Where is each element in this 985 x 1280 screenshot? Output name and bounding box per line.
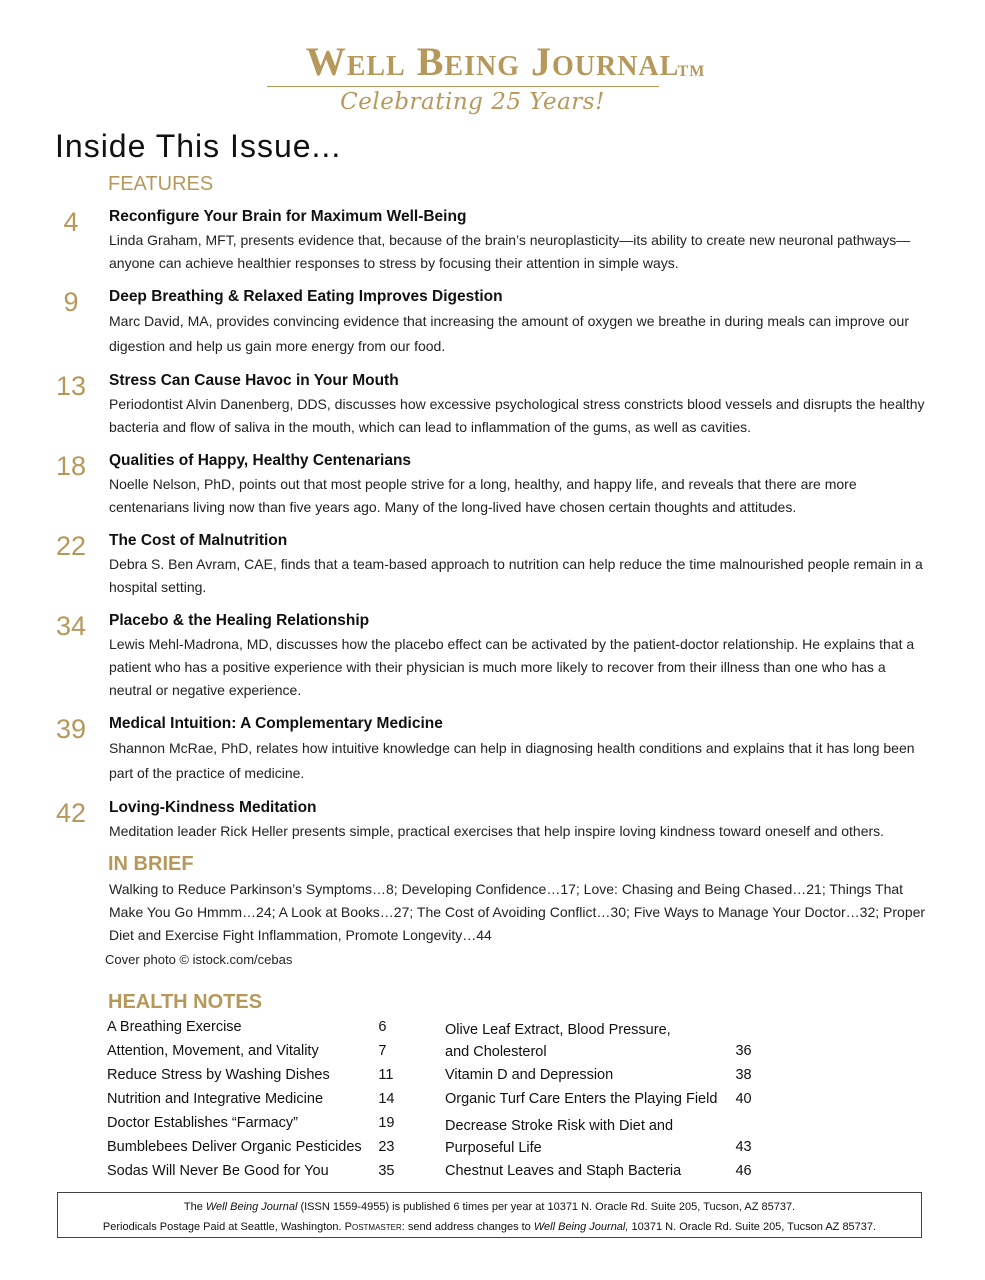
journal-title: Well Being Journal: [305, 39, 680, 84]
footer-text: : send address changes to: [401, 1221, 534, 1233]
health-note-item[interactable]: [107, 1087, 407, 1111]
feature-description: Shannon McRae, PhD, relates how intuitive knowledge can help in diagnosing health conditions and explains that it has long been part of the practice of medicine.: [109, 740, 915, 781]
feature-item[interactable]: [0, 449, 985, 519]
health-note-item[interactable]: [445, 1087, 765, 1111]
page-title: Inside This Issue...: [55, 128, 342, 164]
feature-item[interactable]: [0, 285, 985, 359]
health-note-item[interactable]: [445, 1015, 765, 1063]
footer-postmaster: Postmaster: [344, 1221, 402, 1233]
journal-logo: [305, 38, 706, 86]
feature-description: Lewis Mehl-Madrona, MD, discusses how the placebo effect can be activated by the patient-doctor relationship. He explains that a patient who has a positive experience with their physician is much more likely to recover from their illness than one who has a neutral or negative experience.: [109, 636, 915, 698]
health-note-page: 40: [735, 1091, 752, 1107]
features-list: [0, 205, 985, 853]
feature-title: Medical Intuition: A Complementary Medicine: [109, 715, 443, 732]
feature-item[interactable]: [0, 369, 985, 439]
feature-item[interactable]: [0, 609, 985, 702]
health-note-page: 35: [378, 1163, 395, 1179]
feature-page-number: 4: [63, 207, 79, 237]
in-brief-text: Walking to Reduce Parkinson’s Symptoms…8; Developing Confidence…17; Love: Chasing and Being Chased…21; Things That Make You Go Hmmm…24; A Look at Books…27; The Cost of Avoiding Conflict…30; Five Ways to Manage Your Doctor…32; Proper Diet and Exercise Fight Inflammation, Promote Longevity…44: [109, 881, 926, 943]
feature-page-number: 22: [55, 531, 87, 561]
health-note-title: Nutrition and Integrative Medicine: [107, 1091, 324, 1107]
feature-title: Stress Can Cause Havoc in Your Mouth: [109, 372, 399, 389]
health-note-item[interactable]: [107, 1135, 407, 1159]
features-heading: FEATURES: [108, 173, 214, 195]
in-brief-heading: IN BRIEF: [108, 853, 194, 875]
masthead: [0, 38, 985, 115]
feature-page-number: 34: [55, 611, 87, 641]
feature-item[interactable]: [0, 712, 985, 786]
health-note-page: 46: [735, 1163, 752, 1179]
feature-item[interactable]: [0, 529, 985, 599]
feature-description: Marc David, MA, provides convincing evidence that increasing the amount of oxygen we breathe in during meals can improve our digestion and help us gain more energy from our food.: [109, 313, 909, 354]
feature-page-number: 42: [55, 798, 87, 828]
health-notes-right-column: [445, 1015, 765, 1183]
health-note-page: 6: [378, 1019, 387, 1035]
health-note-title: Sodas Will Never Be Good for You: [107, 1163, 329, 1179]
feature-description: Periodontist Alvin Danenberg, DDS, discusses how excessive psychological stress constricts blood vessels and disrupts the healthy bacteria and flow of saliva in the mouth, which can lead to inflammation of the gums, as well as cavities.: [109, 396, 925, 435]
health-note-item[interactable]: [107, 1063, 407, 1087]
publication-footer: [57, 1192, 922, 1238]
health-note-title: Bumblebees Deliver Organic Pesticides: [107, 1139, 362, 1155]
health-note-item[interactable]: [107, 1159, 407, 1183]
footer-text: (ISSN 1559-4955) is published 6 times per year at 10371 N. Oracle Rd. Suite 205, Tucson, AZ 85737.: [297, 1201, 796, 1213]
health-note-title: A Breathing Exercise: [107, 1019, 242, 1035]
feature-item[interactable]: [0, 796, 985, 843]
health-note-page: 38: [735, 1067, 752, 1083]
feature-title: Deep Breathing & Relaxed Eating Improves Digestion: [109, 288, 503, 305]
feature-description: Debra S. Ben Avram, CAE, finds that a team-based approach to nutrition can help reduce the time malnourished people remain in a hospital setting.: [109, 556, 923, 595]
footer-text: The: [183, 1201, 206, 1213]
health-note-page: 19: [378, 1115, 395, 1131]
health-note-page: 23: [378, 1139, 395, 1155]
health-note-page: 11: [378, 1067, 394, 1083]
health-note-item[interactable]: [107, 1015, 407, 1039]
cover-credit: Cover photo © istock.com/cebas: [105, 952, 293, 967]
footer-journal-name: Well Being Journal: [205, 1201, 298, 1213]
feature-title: Loving-Kindness Meditation: [109, 799, 317, 816]
footer-line-1: [58, 1197, 921, 1217]
feature-title: Reconfigure Your Brain for Maximum Well-Being: [109, 208, 467, 225]
health-note-item[interactable]: [445, 1111, 765, 1159]
feature-page-number: 13: [55, 371, 87, 401]
health-note-title: Reduce Stress by Washing Dishes: [107, 1067, 330, 1083]
feature-item[interactable]: [0, 205, 985, 275]
feature-title: The Cost of Malnutrition: [109, 532, 288, 549]
health-note-title: Vitamin D and Depression: [445, 1067, 614, 1083]
health-note-item[interactable]: [107, 1111, 407, 1135]
footer-line-2: [58, 1217, 921, 1237]
trademark: TM: [677, 63, 706, 80]
health-note-title: Attention, Movement, and Vitality: [107, 1043, 319, 1059]
masthead-tagline: Celebrating 25 Years!: [340, 89, 605, 115]
health-note-item[interactable]: [445, 1063, 765, 1087]
feature-page-number: 39: [55, 714, 87, 744]
health-note-title-line: Olive Leaf Extract, Blood Pressure,: [445, 1022, 671, 1038]
health-note-title-line: Purposeful Life: [445, 1140, 542, 1156]
health-note-item[interactable]: [107, 1039, 407, 1063]
health-notes-heading: HEALTH NOTES: [108, 991, 263, 1013]
footer-text: Periodicals Postage Paid at Seattle, Washington.: [102, 1221, 345, 1233]
health-note-title: Doctor Establishes “Farmacy”: [107, 1115, 298, 1131]
health-note-title: [445, 1115, 735, 1159]
footer-text: 10371 N. Oracle Rd. Suite 205, Tucson AZ 85737.: [628, 1221, 877, 1233]
feature-page-number: 18: [55, 451, 87, 481]
feature-description: Meditation leader Rick Heller presents simple, practical exercises that help inspire loving kindness toward oneself and others.: [109, 823, 885, 839]
feature-description: Noelle Nelson, PhD, points out that most people strive for a long, healthy, and happy life, and reveals that there are more centenarians living now than five years ago. Many of the long-lived have chosen certain thoughts and attitudes.: [109, 476, 857, 515]
feature-title: Placebo & the Healing Relationship: [109, 612, 370, 629]
feature-title: Qualities of Happy, Healthy Centenarians: [109, 452, 412, 469]
health-note-page: 14: [378, 1091, 395, 1107]
health-note-page: 43: [735, 1139, 752, 1155]
health-note-page: 36: [735, 1043, 752, 1059]
health-note-page: 7: [378, 1043, 387, 1059]
health-notes-left-column: [107, 1015, 407, 1183]
feature-page-number: 9: [63, 287, 79, 317]
health-note-title-line: and Cholesterol: [445, 1044, 547, 1060]
health-note-title: Chestnut Leaves and Staph Bacteria: [445, 1163, 682, 1179]
footer-journal-name: Well Being Journal,: [533, 1221, 629, 1233]
masthead-rule: [267, 86, 659, 87]
feature-description: Linda Graham, MFT, presents evidence that, because of the brain’s neuroplasticity—its ability to create new neuronal pathways—anyone can achieve healthier responses to stress by focusing their attention in simple ways.: [109, 232, 911, 271]
health-note-title: [445, 1019, 735, 1063]
health-note-title-line: Decrease Stroke Risk with Diet and: [445, 1118, 674, 1134]
health-note-item[interactable]: [445, 1159, 765, 1183]
health-note-title: Organic Turf Care Enters the Playing Field: [445, 1091, 718, 1107]
